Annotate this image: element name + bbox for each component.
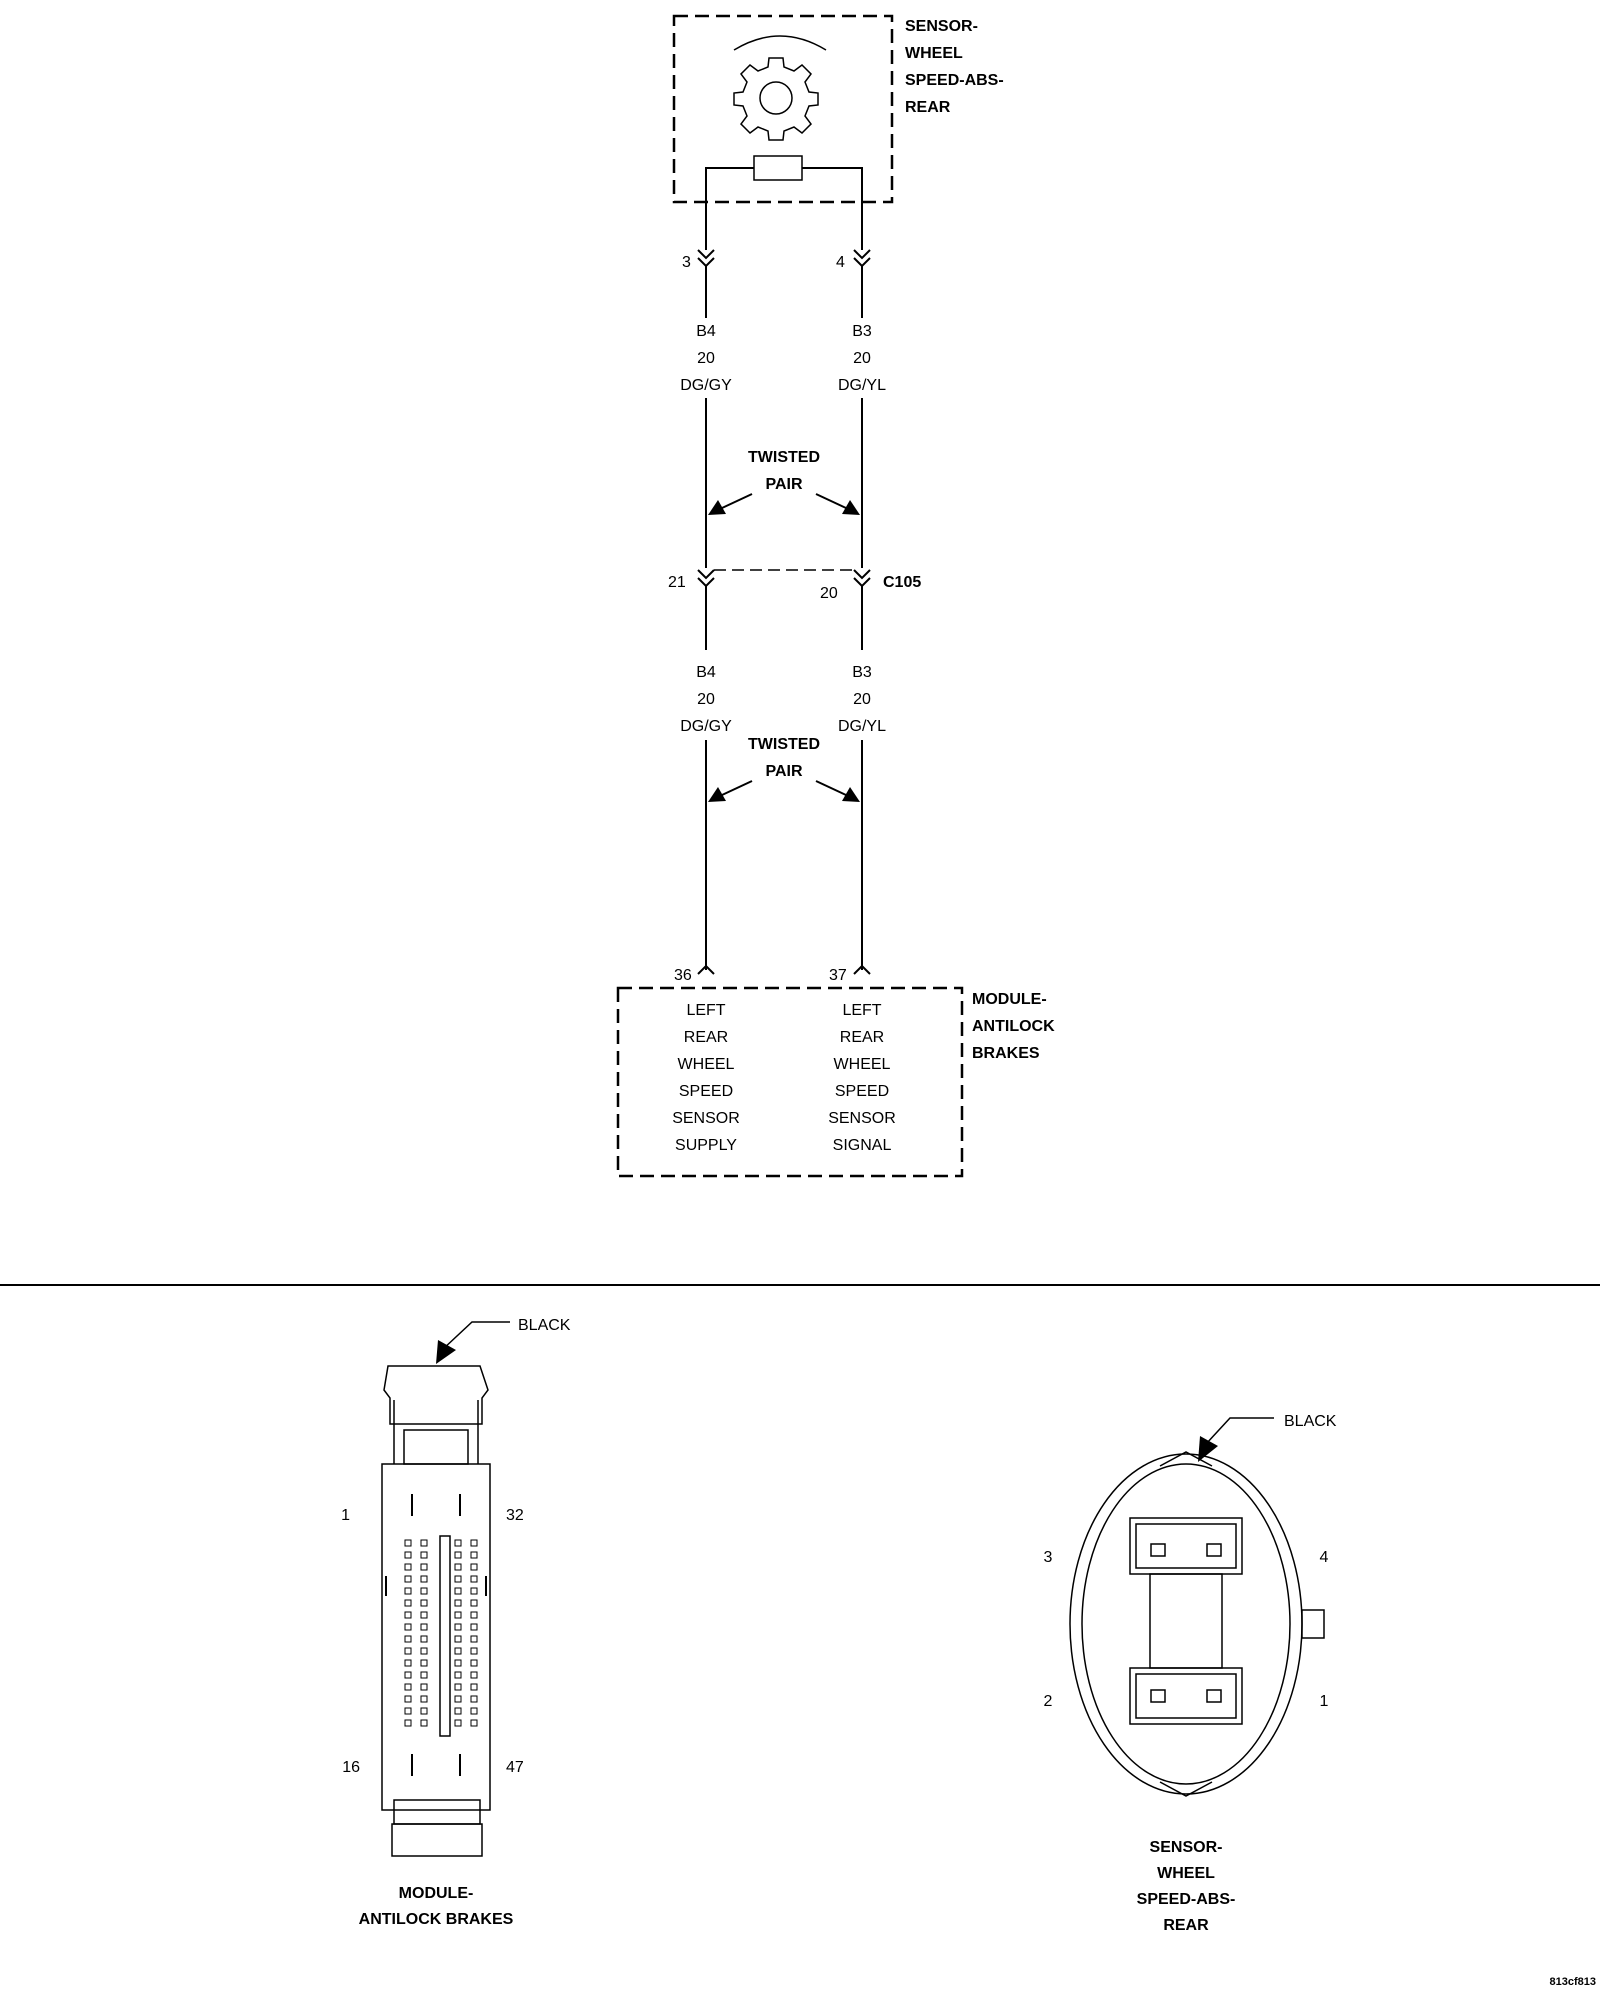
abs-connector-cavity xyxy=(421,1672,427,1678)
abs-pin-label-bottom-left: 16 xyxy=(342,1759,360,1776)
abs-connector-cavity xyxy=(455,1540,461,1546)
c105-name-label: C105 xyxy=(883,574,922,591)
abs-connector-caption-line-2: ANTILOCK BRAKES xyxy=(358,1911,514,1928)
tone-wheel-gear-icon xyxy=(734,58,818,140)
module-pins xyxy=(674,966,870,984)
wire-labels-upper xyxy=(680,323,886,394)
abs-connector-cavity xyxy=(455,1648,461,1654)
abs-connector-cavity xyxy=(421,1708,427,1714)
module-left-function-line: SENSOR xyxy=(672,1110,740,1127)
twisted-pair-line-1: TWISTED xyxy=(748,736,820,753)
module-left-function-line: REAR xyxy=(683,1029,729,1046)
abs-connector-view xyxy=(341,1317,571,1928)
abs-pin-label-top-left: 1 xyxy=(341,1507,350,1524)
abs-connector-cavity xyxy=(455,1696,461,1702)
sensor-terminal-2 xyxy=(1151,1690,1165,1702)
abs-connector-cavity xyxy=(405,1696,411,1702)
module-pin-left-label: 36 xyxy=(674,967,692,984)
abs-connector-cavity xyxy=(405,1708,411,1714)
sensor-pin-left-label: 3 xyxy=(682,254,691,271)
abs-connector-center-rib xyxy=(440,1536,450,1736)
abs-connector-cavity xyxy=(455,1624,461,1630)
abs-connector-cavity xyxy=(405,1576,411,1582)
twisted-pair-line-2: PAIR xyxy=(765,476,803,493)
abs-connector-cavity xyxy=(471,1696,477,1702)
wire-circuit-right: B3 xyxy=(852,323,872,340)
abs-connector-cavity xyxy=(405,1660,411,1666)
abs-connector-cavity xyxy=(421,1720,427,1726)
sensor-connector-caption-line-4: REAR xyxy=(1163,1917,1209,1934)
abs-connector-cavity xyxy=(405,1588,411,1594)
abs-connector-pin-grid xyxy=(405,1540,477,1726)
wire-gauge-left: 20 xyxy=(697,691,715,708)
abs-connector-cavity xyxy=(455,1552,461,1558)
abs-connector-cavity xyxy=(455,1672,461,1678)
module-title-line-3: BRAKES xyxy=(972,1045,1040,1062)
sensor-title-line-2: WHEEL xyxy=(905,45,963,62)
abs-connector-cavity xyxy=(405,1612,411,1618)
black-leader-arrow-icon xyxy=(436,1340,456,1364)
twisted-pair-line-2: PAIR xyxy=(765,763,803,780)
sensor-title-line-1: SENSOR- xyxy=(905,18,978,35)
module-title-line-2: ANTILOCK xyxy=(972,1018,1055,1035)
twisted-pair-line-1: TWISTED xyxy=(748,449,820,466)
module-right-function-line: WHEEL xyxy=(833,1056,891,1073)
abs-connector-cavity xyxy=(421,1540,427,1546)
sensor-pin-label-1: 1 xyxy=(1319,1693,1329,1710)
abs-connector-cavity xyxy=(471,1540,477,1546)
abs-connector-cavity xyxy=(421,1648,427,1654)
sensor-connector-bridge xyxy=(1150,1574,1222,1668)
sensor-connector-caption-line-1: SENSOR- xyxy=(1149,1839,1223,1856)
sensor-lead-right xyxy=(802,168,862,250)
abs-connector-cavity xyxy=(405,1552,411,1558)
abs-connector-cavity xyxy=(471,1624,477,1630)
abs-connector-cavity xyxy=(471,1600,477,1606)
module-left-function-line: SPEED xyxy=(678,1083,734,1100)
module-right-function-line: REAR xyxy=(839,1029,885,1046)
abs-pin-label-bottom-right: 47 xyxy=(506,1759,524,1776)
sensor-pin-right-label: 4 xyxy=(836,254,845,271)
abs-connector-cavity xyxy=(471,1720,477,1726)
sensor-connector-lower-cavity xyxy=(1130,1668,1242,1724)
abs-connector-cavity xyxy=(455,1708,461,1714)
sensor-connector-outer-ring xyxy=(1070,1454,1302,1794)
abs-pin-label-top-right: 32 xyxy=(506,1507,524,1524)
abs-connector-cavity xyxy=(471,1576,477,1582)
wire-color-left: DG/GY xyxy=(680,718,732,735)
module-right-function-line: LEFT xyxy=(842,1002,882,1019)
abs-connector-cavity xyxy=(421,1660,427,1666)
abs-connector-cavity xyxy=(421,1588,427,1594)
sensor-terminal-3 xyxy=(1151,1544,1165,1556)
sensor-connector-view xyxy=(1044,1413,1337,1934)
abs-connector-cavity xyxy=(405,1648,411,1654)
c105-right-pin-label: 20 xyxy=(820,585,838,602)
sensor-connector-side-tab xyxy=(1302,1610,1324,1638)
abs-connector-cavity xyxy=(455,1660,461,1666)
abs-connector-cavity xyxy=(471,1564,477,1570)
wire-gauge-right: 20 xyxy=(853,350,871,367)
arrow-left-icon xyxy=(722,781,752,795)
sensor-connector-color-label: BLACK xyxy=(1284,1413,1337,1430)
abs-module xyxy=(618,988,1055,1176)
module-right-function-line: SIGNAL xyxy=(832,1137,892,1154)
abs-connector-cavity xyxy=(455,1636,461,1642)
sensor-connector-upper-cavity xyxy=(1130,1518,1242,1574)
wire-circuit-left: B4 xyxy=(696,323,716,340)
c105-pin-chevron-icon xyxy=(698,570,714,578)
black-leader-line xyxy=(1206,1418,1274,1444)
wire-gauge-right: 20 xyxy=(853,691,871,708)
twisted-pair-upper xyxy=(708,449,860,515)
twisted-pair-lower xyxy=(708,736,860,802)
abs-connector-cavity xyxy=(421,1564,427,1570)
sensor-connector-caption-line-3: SPEED-ABS- xyxy=(1136,1891,1236,1908)
abs-connector-cavity xyxy=(471,1612,477,1618)
abs-connector-cavity xyxy=(455,1684,461,1690)
abs-connector-cavity xyxy=(471,1636,477,1642)
abs-connector-bottom-base xyxy=(394,1800,480,1824)
black-leader-arrow-icon xyxy=(1198,1436,1218,1462)
module-left-function-line: WHEEL xyxy=(677,1056,735,1073)
c105-pin-chevron-icon xyxy=(854,570,870,578)
abs-connector-cavity xyxy=(405,1624,411,1630)
abs-connector-color-label: BLACK xyxy=(518,1317,571,1334)
c105-left-pin-label: 21 xyxy=(668,574,686,591)
abs-connector-cavity xyxy=(421,1600,427,1606)
abs-connector-cavity xyxy=(471,1648,477,1654)
module-left-function-line: SUPPLY xyxy=(675,1137,737,1154)
abs-connector-cavity xyxy=(471,1684,477,1690)
abs-connector-cavity xyxy=(405,1564,411,1570)
sensor-title-line-4: REAR xyxy=(905,99,951,116)
abs-connector-cavity xyxy=(471,1672,477,1678)
sensor-connector-caption-line-2: WHEEL xyxy=(1157,1865,1215,1882)
pin-3-chevron-icon xyxy=(698,250,714,258)
abs-connector-cavity xyxy=(471,1552,477,1558)
abs-connector-cavity xyxy=(455,1720,461,1726)
sensor-terminal-1 xyxy=(1207,1690,1221,1702)
module-right-function-line: SENSOR xyxy=(828,1110,896,1127)
wheel-speed-sensor xyxy=(674,16,1004,250)
abs-connector-cavity xyxy=(405,1600,411,1606)
arrow-left-icon xyxy=(722,494,752,508)
abs-connector-cavity xyxy=(455,1588,461,1594)
pin-4-chevron-icon xyxy=(854,250,870,258)
sensor-pin-label-2: 2 xyxy=(1043,1693,1053,1710)
sensor-connector-pins xyxy=(682,250,870,271)
black-leader-line xyxy=(442,1322,510,1350)
abs-connector-key xyxy=(404,1430,468,1464)
module-dashed-outline xyxy=(618,988,962,1176)
module-right-function-line: SPEED xyxy=(834,1083,890,1100)
arrow-right-icon xyxy=(816,494,846,508)
abs-connector-cavity xyxy=(421,1576,427,1582)
arrow-right-icon xyxy=(816,781,846,795)
sensor-title-line-3: SPEED-ABS- xyxy=(905,72,1004,89)
abs-connector-cavity xyxy=(405,1720,411,1726)
abs-connector-cavity xyxy=(421,1696,427,1702)
sensor-pin-label-3: 3 xyxy=(1043,1549,1053,1566)
abs-connector-body xyxy=(382,1464,490,1810)
abs-connector-cavity xyxy=(405,1540,411,1546)
abs-connector-cavity xyxy=(421,1684,427,1690)
abs-connector-cavity xyxy=(455,1600,461,1606)
abs-connector-cavity xyxy=(455,1612,461,1618)
wire-color-right: DG/YL xyxy=(837,718,887,735)
module-pin-right-label: 37 xyxy=(829,967,847,984)
module-left-function-line: LEFT xyxy=(686,1002,726,1019)
abs-connector-cavity xyxy=(421,1624,427,1630)
abs-connector-cavity xyxy=(455,1564,461,1570)
abs-connector-cavity xyxy=(471,1708,477,1714)
sensor-lead-left xyxy=(706,168,754,250)
abs-connector-cavity xyxy=(405,1636,411,1642)
sensor-terminal-4 xyxy=(1207,1544,1221,1556)
abs-connector-top-latch xyxy=(384,1366,488,1424)
abs-connector-cavity xyxy=(471,1588,477,1594)
sensor-arc xyxy=(734,36,826,50)
abs-connector-caption-line-1: MODULE- xyxy=(398,1885,474,1902)
wire-color-right: DG/YL xyxy=(837,377,887,394)
sensor-pin-label-4: 4 xyxy=(1319,1549,1329,1566)
wire-circuit-left: B4 xyxy=(696,664,716,681)
wire-circuit-right: B3 xyxy=(852,664,872,681)
wire-color-left: DG/GY xyxy=(680,377,732,394)
abs-connector-bottom-plug xyxy=(392,1824,482,1856)
wire-labels-lower xyxy=(680,664,886,735)
wire-gauge-left: 20 xyxy=(697,350,715,367)
abs-connector-cavity xyxy=(421,1636,427,1642)
abs-connector-cavity xyxy=(405,1672,411,1678)
abs-connector-cavity xyxy=(421,1612,427,1618)
abs-connector-cavity xyxy=(421,1552,427,1558)
sensor-coil-icon xyxy=(754,156,802,180)
abs-connector-cavity xyxy=(405,1684,411,1690)
sensor-connector-inner-ring xyxy=(1082,1464,1290,1784)
figure-id: 813cf813 xyxy=(1549,1976,1596,1988)
abs-connector-cavity xyxy=(471,1660,477,1666)
module-title-line-1: MODULE- xyxy=(972,991,1047,1008)
abs-connector-cavity xyxy=(455,1576,461,1582)
